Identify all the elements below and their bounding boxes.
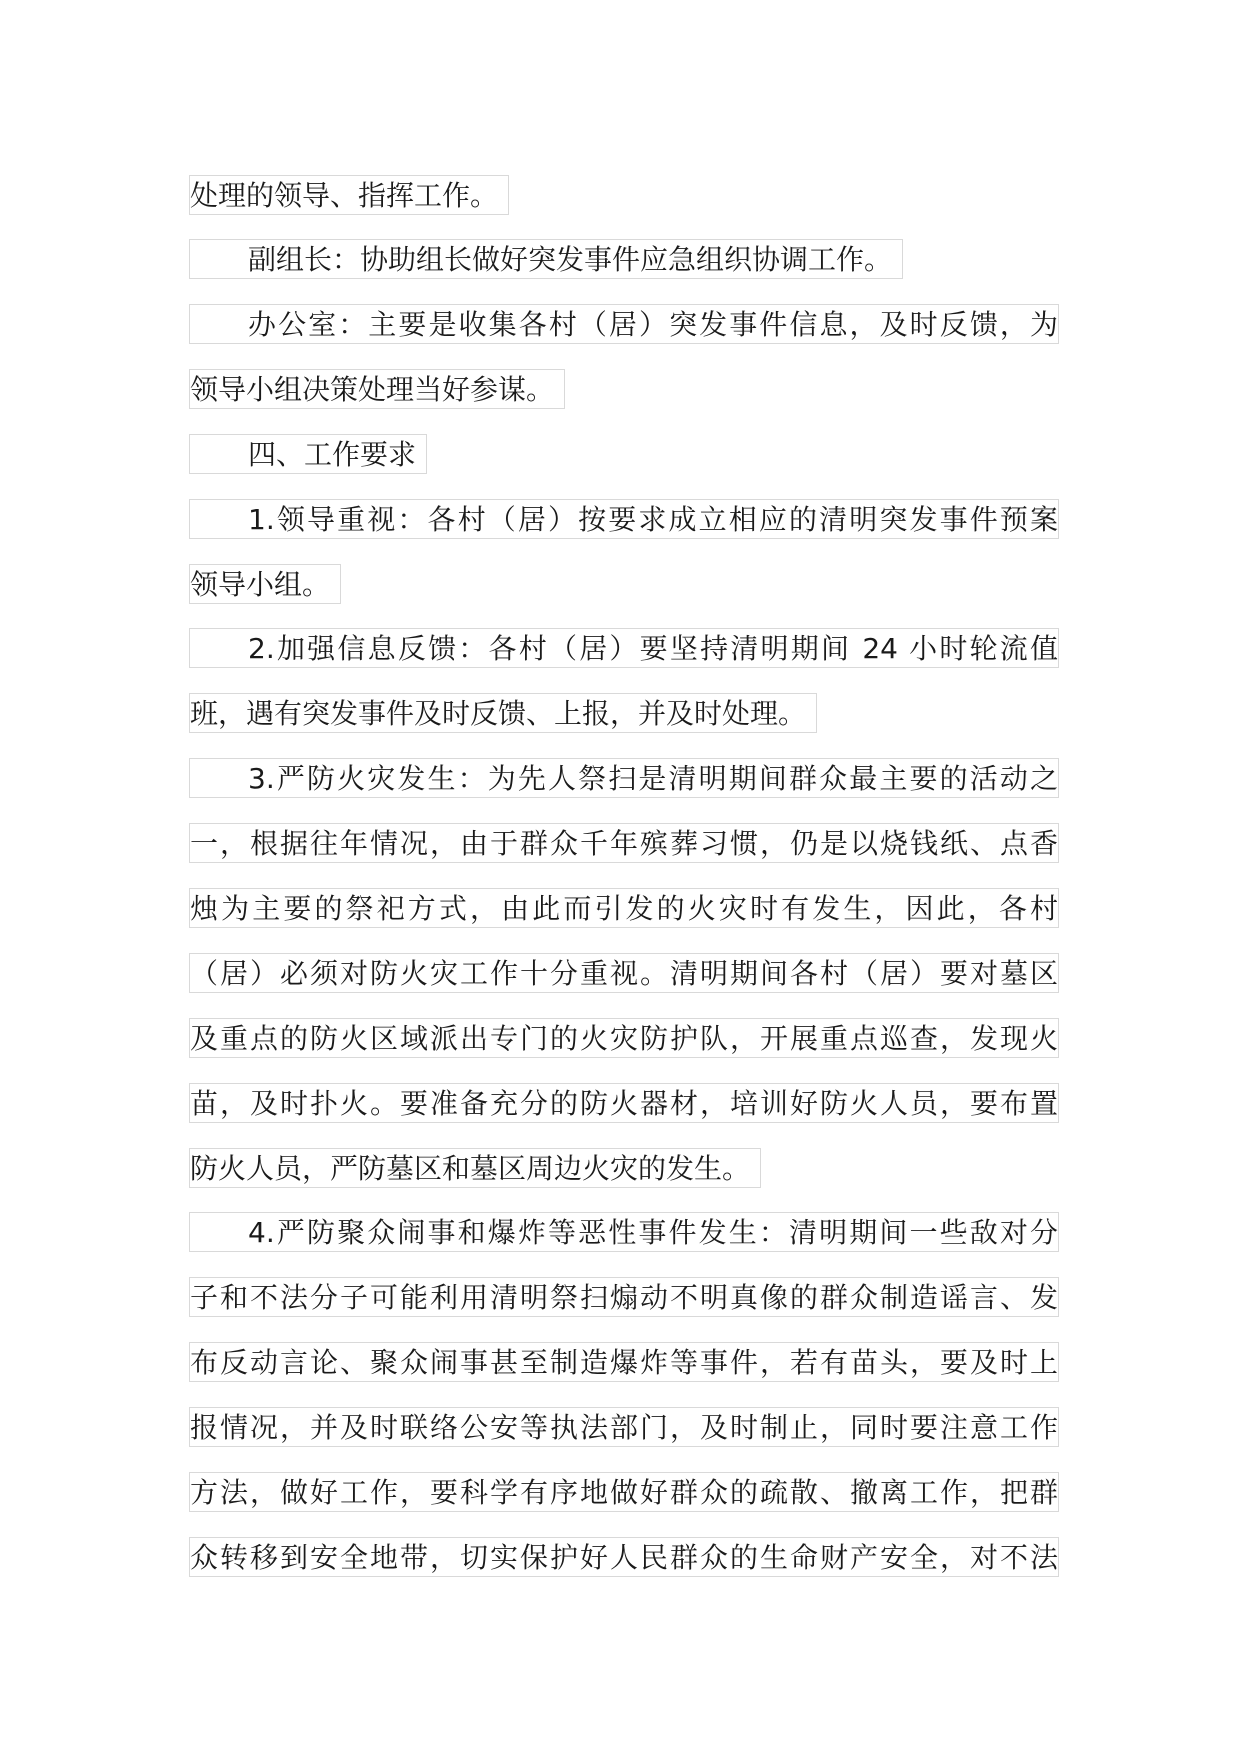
- text-line: （居）必须对防火灾工作十分重视。清明期间各村（居）要对墓区: [189, 953, 1059, 993]
- text-line: 众转移到安全地带，切实保护好人民群众的生命财产安全，对不法: [189, 1537, 1059, 1577]
- text-line: 4.严防聚众闹事和爆炸等恶性事件发生：清明期间一些敌对分: [189, 1212, 1059, 1252]
- text-line: 3.严防火灾发生：为先人祭扫是清明期间群众最主要的活动之: [189, 758, 1059, 798]
- text-line: 班，遇有突发事件及时反馈、上报，并及时处理。: [189, 693, 817, 733]
- text-line: 1.领导重视：各村（居）按要求成立相应的清明突发事件预案: [189, 499, 1059, 539]
- text-line: 布反动言论、聚众闹事甚至制造爆炸等事件，若有苗头，要及时上: [189, 1342, 1059, 1382]
- text-line: 领导小组。: [189, 564, 341, 604]
- text-line: 防火人员，严防墓区和墓区周边火灾的发生。: [189, 1148, 761, 1188]
- text-line: 方法，做好工作，要科学有序地做好群众的疏散、撤离工作，把群: [189, 1472, 1059, 1512]
- text-line: 处理的领导、指挥工作。: [189, 175, 509, 215]
- text-line: 烛为主要的祭祀方式，由此而引发的火灾时有发生，因此，各村: [189, 888, 1059, 928]
- text-line: 苗，及时扑火。要准备充分的防火器材，培训好防火人员，要布置: [189, 1083, 1059, 1123]
- text-line: 领导小组决策处理当好参谋。: [189, 369, 565, 409]
- section-heading: 四、工作要求: [189, 434, 427, 474]
- text-line: 办公室：主要是收集各村（居）突发事件信息，及时反馈，为: [189, 304, 1059, 344]
- text-line: 副组长：协助组长做好突发事件应急组织协调工作。: [189, 239, 903, 279]
- text-line: 2.加强信息反馈：各村（居）要坚持清明期间 24 小时轮流值: [189, 628, 1059, 668]
- text-line: 报情况，并及时联络公安等执法部门，及时制止，同时要注意工作: [189, 1407, 1059, 1447]
- text-line: 一，根据往年情况，由于群众千年殡葬习惯，仍是以烧钱纸、点香: [189, 823, 1059, 863]
- text-line: 及重点的防火区域派出专门的火灾防护队，开展重点巡查，发现火: [189, 1018, 1059, 1058]
- text-line: 子和不法分子可能利用清明祭扫煽动不明真像的群众制造谣言、发: [189, 1277, 1059, 1317]
